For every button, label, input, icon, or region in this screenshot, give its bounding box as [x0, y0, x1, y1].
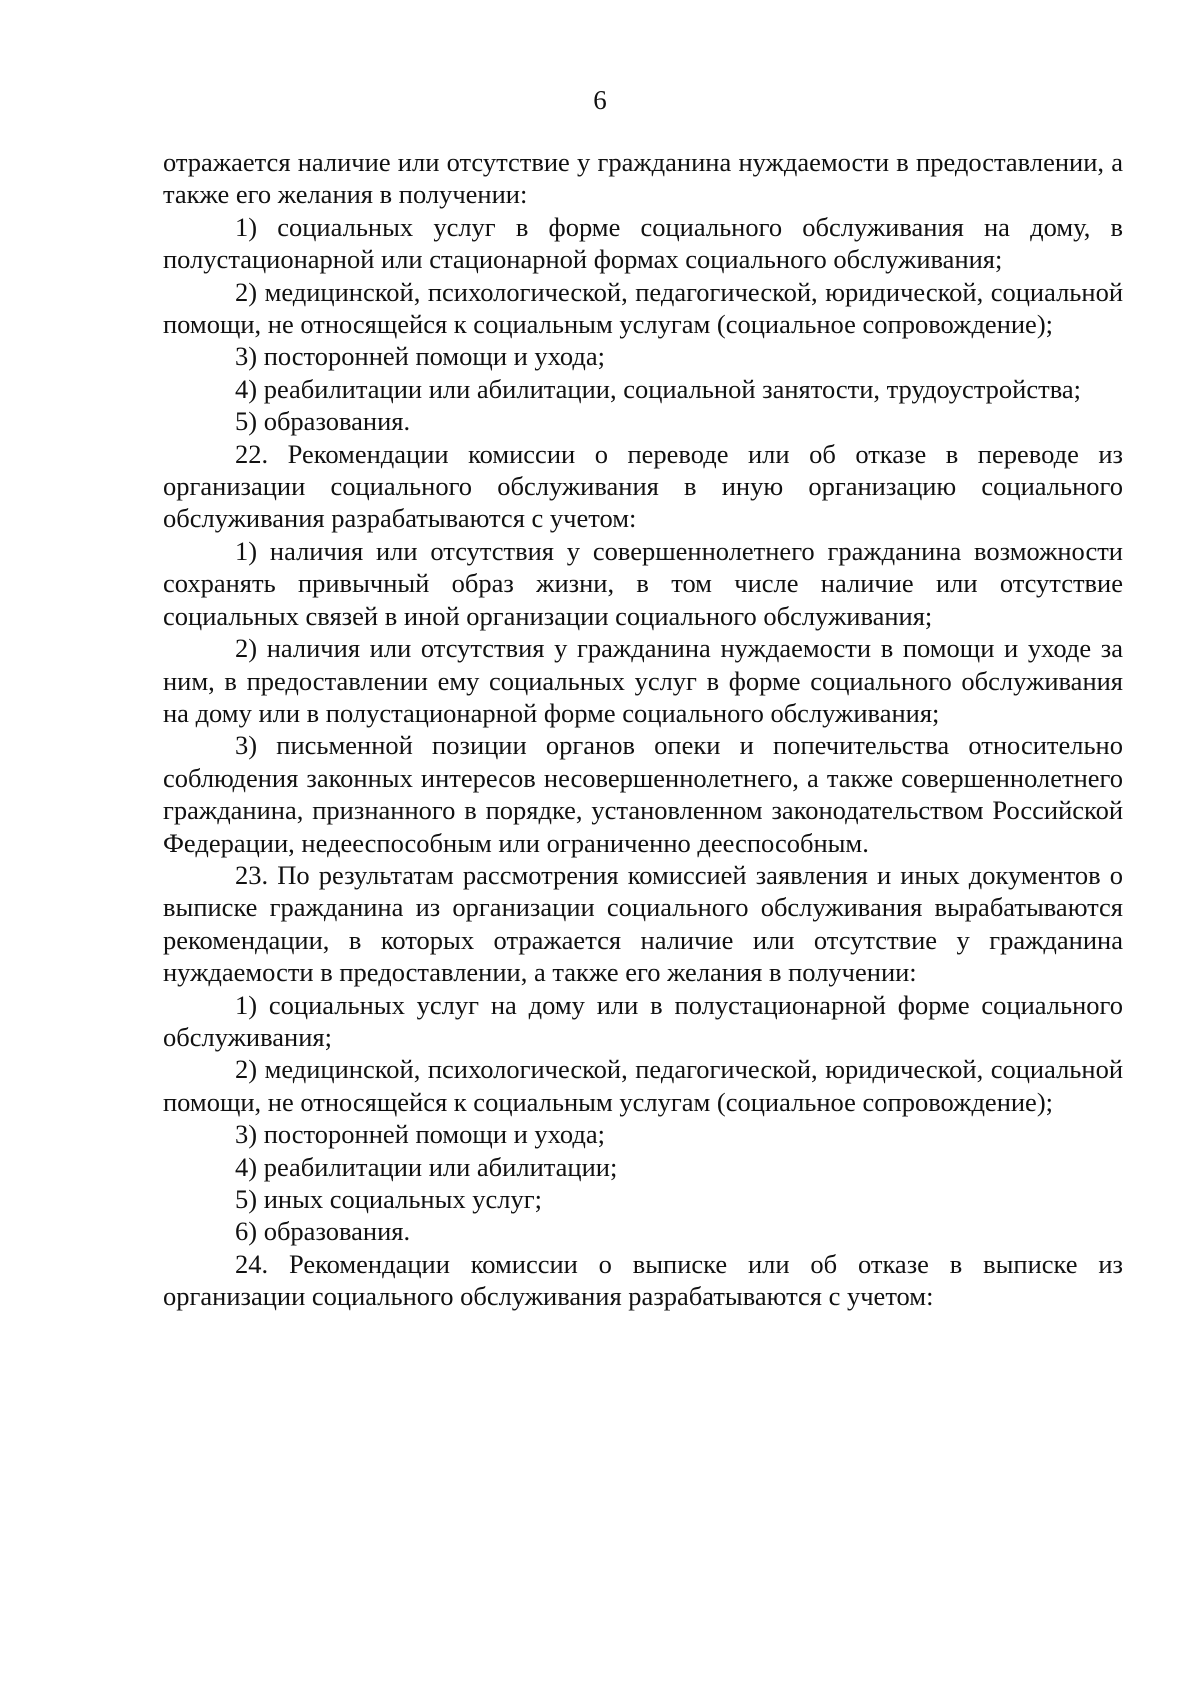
list-item: 5) образования. — [235, 406, 411, 437]
list-item: 1) наличия или отсутствия у совершеннолетнего гражданина возможности сохранять привычный образ жизни, в том числе наличие или отсутствие социальных связей в иной организации социального обслуживания; — [163, 535, 1123, 631]
list-item: 4) реабилитации или абилитации, социальной занятости, трудоустройства; — [235, 373, 1081, 404]
clause-23: 23. По результатам рассмотрения комиссией заявления и иных документов о выписке гражданина из организации социального обслуживания вырабатываются рекомендации, в которых отражается наличие или отсутствие у гражданина нуждаемости в предоставлении, а также его желания в получении: — [163, 859, 1123, 988]
list-item: 2) наличия или отсутствия у гражданина нуждаемости в помощи и уходе за ним, в предоставлении ему социальных услуг в форме социального обслуживания на дому или в полустационарной форме социального обслуживания; — [163, 633, 1123, 728]
list-item: 6) образования. — [235, 1216, 411, 1247]
clause-24: 24. Рекомендации комиссии о выписке или об отказе в выписке из организации социального обслуживания разрабатываются с учетом: — [163, 1248, 1123, 1312]
page-number: 6 — [593, 85, 607, 115]
list-item: 3) письменной позиции органов опеки и попечительства относительно соблюдения законных интересов несовершеннолетнего, а также совершеннолетнего гражданина, признанного в порядке, установленном законодательством Российской Федерации, недееспособным или ограниченно дееспособным. — [163, 730, 1123, 858]
list-item: 1) социальных услуг на дому или в полустационарной форме социального обслуживания; — [163, 989, 1123, 1052]
list-item: 4) реабилитации или абилитации; — [235, 1151, 618, 1182]
document-body — [163, 146, 1123, 1313]
paragraph: отражается наличие или отсутствие у гражданина нуждаемости в предоставлении, а также его желания в получении: — [163, 147, 1123, 210]
list-item: 1) социальных услуг в форме социального обслуживания на дому, в полустационарной или стационарной формах социального обслуживания; — [163, 211, 1123, 275]
list-item: 5) иных социальных услуг; — [235, 1184, 543, 1214]
list-item: 2) медицинской, психологической, педагогической, юридической, социальной помощи, не относящейся к социальным услугам (социальное сопровождение); — [163, 1054, 1123, 1117]
list-item: 3) посторонней помощи и ухода; — [235, 1119, 606, 1150]
clause-22: 22. Рекомендации комиссии о переводе или об отказе в переводе из организации социального обслуживания в иную организацию социального обслуживания разрабатываются с учетом: — [163, 438, 1123, 534]
list-item: 2) медицинской, психологической, педагогической, юридической, социальной помощи, не относящейся к социальным услугам (социальное сопровождение); — [163, 276, 1123, 340]
list-item: 3) посторонней помощи и ухода; — [235, 341, 606, 372]
